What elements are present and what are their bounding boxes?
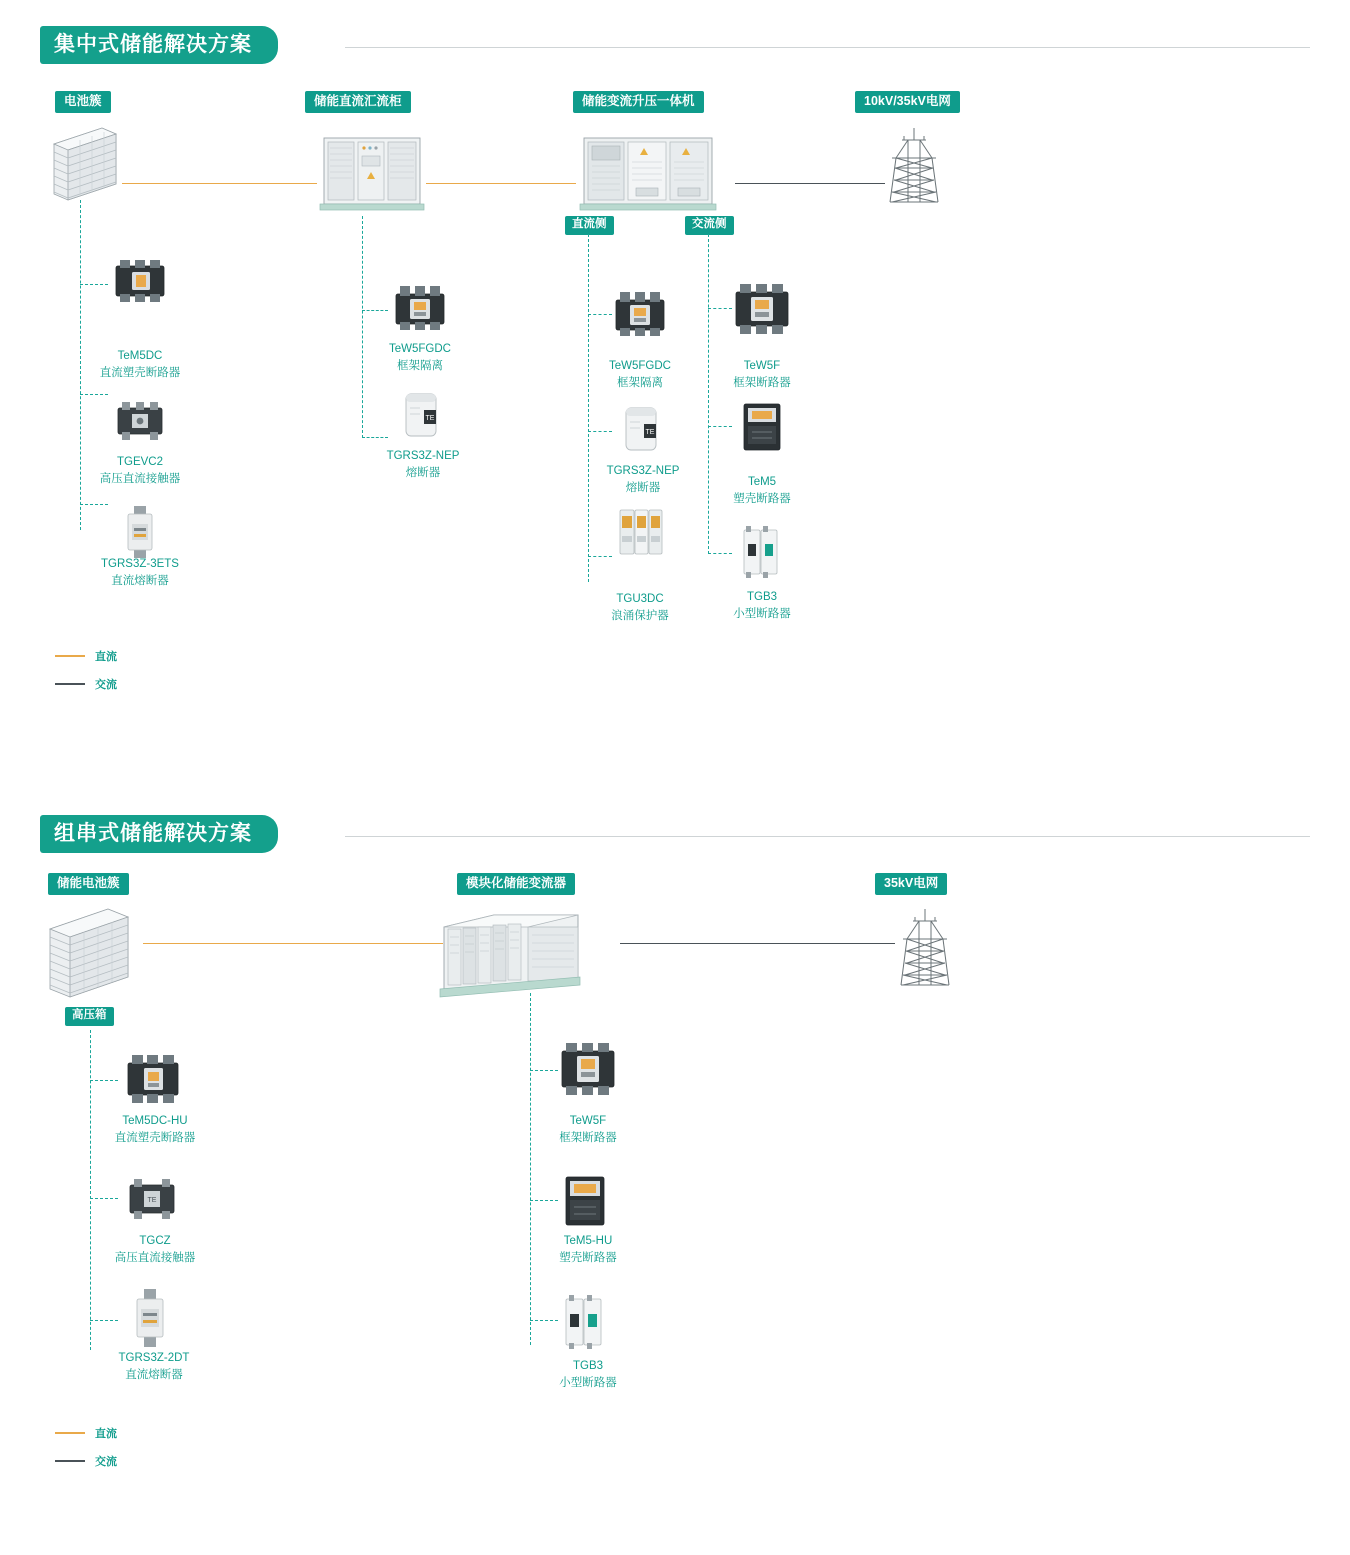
device-model: TeM5DC [117, 350, 163, 362]
device-model: TeM5DC-HU [122, 1115, 188, 1127]
device-desc: 熔断器 [625, 481, 661, 494]
device-desc: 框架隔离 [397, 359, 443, 372]
device-icon-contactor-tgcz [124, 1175, 180, 1225]
device-caption-tew5f [702, 358, 822, 391]
device-caption-tgcz [88, 1233, 222, 1266]
legend-dc [55, 648, 117, 664]
pcs-integrated-icon [578, 132, 718, 216]
device-icon-acb-tew5fgdc-1 [392, 282, 448, 334]
branch-tick-cabinet-2 [362, 437, 388, 438]
device-icon-fuse-tgrs3z-3ets [122, 504, 158, 560]
legend-label-ac: 交流 [95, 1456, 117, 1468]
branch-tick-pcs-2 [530, 1200, 558, 1201]
device-desc: 小型断路器 [733, 607, 791, 620]
device-caption-tgevc2 [80, 454, 200, 487]
device-desc: 直流熔断器 [125, 1368, 183, 1381]
legend-swatch-dc [55, 1432, 85, 1434]
legend-dc [55, 1425, 117, 1441]
tag-dc-side: 直流侧 [565, 216, 614, 235]
device-icon-mccb-tem5dc [112, 258, 168, 306]
branch-tick-hv-1 [90, 1080, 118, 1081]
ac-bus-pcs-to-grid [620, 943, 895, 944]
svg-text:TE: TE [425, 415, 435, 422]
device-icon-cyl-fuse-tgrs3z-nep-1 [398, 390, 444, 442]
dc-bus-battery-to-pcs [143, 943, 443, 944]
device-model: TGCZ [139, 1235, 171, 1247]
branch-tick-pcs-3 [530, 1320, 558, 1321]
legend-label-dc: 直流 [95, 651, 117, 663]
device-icon-mccb-tem5 [740, 400, 784, 454]
device-caption-tgrs3z-2dt [82, 1350, 226, 1383]
battery-cluster-icon [46, 122, 124, 202]
device-caption-tem5-hu [528, 1233, 648, 1266]
device-desc: 高压直流接触器 [114, 1251, 196, 1264]
branch-tick-acside-1 [708, 308, 732, 309]
grid-tower-icon [884, 124, 944, 208]
device-caption-tgb3-2 [528, 1358, 648, 1391]
grid-tower-icon [894, 905, 956, 991]
device-desc: 高压直流接触器 [99, 472, 181, 485]
legend-swatch-ac [55, 1460, 85, 1462]
branch-tick-acside-3 [708, 553, 732, 554]
device-icon-mcb-tgb3 [562, 1293, 606, 1353]
device-model: TeM5 [747, 476, 777, 488]
legend-label-dc: 直流 [95, 1428, 117, 1440]
device-caption-tgrs3z-nep-2 [578, 463, 708, 496]
branch-line-dc-cabinet [362, 216, 363, 438]
branch-line-pcs [530, 993, 531, 1345]
tag-dc-combiner-cabinet: 储能直流汇流柜 [305, 91, 411, 113]
device-caption-tgb3 [702, 589, 822, 622]
device-desc: 浪涌保护器 [611, 609, 669, 622]
device-model: TeW5FGDC [609, 360, 671, 372]
device-icon-acb-tew5f [732, 282, 792, 336]
device-icon-acb-tew5f [558, 1041, 618, 1097]
branch-tick-dcside-2 [588, 431, 612, 432]
tag-pcs-integrated: 储能变流升压一体机 [573, 91, 704, 113]
legend-swatch-ac [55, 683, 85, 685]
ac-bus-pcs-to-grid [735, 183, 885, 184]
device-desc: 直流塑壳断路器 [99, 366, 181, 379]
device-caption-tew5f-2 [528, 1113, 648, 1146]
device-desc: 塑壳断路器 [559, 1251, 617, 1264]
device-caption-tem5 [702, 474, 822, 507]
branch-tick-hv-3 [90, 1320, 118, 1321]
svg-text:TE: TE [645, 429, 655, 436]
device-caption-tgrs3z-3ets [72, 556, 208, 589]
dc-bus-battery-to-cabinet [122, 183, 317, 184]
branch-tick-pcs-1 [530, 1070, 558, 1071]
device-icon-spd-tgu3dc [616, 506, 666, 562]
branch-tick-hv-2 [90, 1198, 118, 1199]
tag-modular-pcs: 模块化储能变流器 [457, 873, 575, 895]
device-desc: 框架隔离 [617, 376, 663, 389]
device-caption-tew5fgdc-1 [360, 341, 480, 374]
branch-tick-battery-1 [80, 284, 108, 285]
device-model: TGRS3Z-2DT [118, 1352, 190, 1364]
device-model: TGB3 [746, 591, 778, 603]
device-model: TeW5F [569, 1115, 607, 1127]
section-header-string [40, 815, 278, 853]
section-header-centralized [40, 26, 278, 64]
device-model: TGRS3Z-3ETS [101, 558, 179, 570]
tag-hv-box: 高压箱 [65, 1007, 114, 1026]
branch-tick-battery-2 [80, 394, 108, 395]
device-model: TGB3 [572, 1360, 604, 1372]
device-caption-tgrs3z-nep-1 [358, 448, 488, 481]
legend-ac [55, 1453, 117, 1469]
dc-combiner-cabinet-icon [318, 134, 426, 214]
device-model: TGEVC2 [116, 456, 163, 468]
tag-grid: 35kV电网 [875, 873, 947, 895]
device-model: TGRS3Z-NEP [606, 465, 680, 477]
dc-bus-cabinet-to-pcs [426, 183, 576, 184]
device-icon-contactor-tgevc2 [114, 398, 166, 444]
legend-label-ac: 交流 [95, 679, 117, 691]
device-caption-tew5fgdc-2 [580, 358, 700, 391]
section-divider [345, 836, 1310, 837]
device-icon-acb-tew5fgdc-2 [612, 288, 668, 340]
device-model: TGRS3Z-NEP [386, 450, 460, 462]
device-desc: 直流熔断器 [111, 574, 169, 587]
device-icon-mccb-tem5dc-hu [124, 1053, 182, 1105]
branch-tick-cabinet-1 [362, 310, 388, 311]
device-model: TeM5-HU [563, 1235, 613, 1247]
tag-grid: 10kV/35kV电网 [855, 91, 960, 113]
device-desc: 直流塑壳断路器 [114, 1131, 196, 1144]
device-caption-tem5dc-hu [88, 1113, 222, 1146]
device-desc: 框架断路器 [733, 376, 791, 389]
device-caption-tgu3dc [580, 591, 700, 624]
section-divider [345, 47, 1310, 48]
branch-tick-dcside-1 [588, 314, 612, 315]
branch-tick-battery-3 [80, 504, 108, 505]
device-model: TeW5F [743, 360, 781, 372]
device-icon-mcb-tgb3 [740, 524, 782, 582]
legend-ac [55, 676, 117, 692]
branch-tick-acside-2 [708, 426, 732, 427]
device-desc: 框架断路器 [559, 1131, 617, 1144]
device-desc: 熔断器 [405, 466, 441, 479]
branch-line-hv-box [90, 1030, 91, 1350]
tag-ac-side: 交流侧 [685, 216, 734, 235]
battery-cluster-icon [42, 903, 138, 999]
branch-tick-dcside-3 [588, 556, 612, 557]
device-model: TeW5FGDC [389, 343, 451, 355]
device-icon-cyl-fuse-tgrs3z-nep-2 [618, 404, 664, 456]
device-model: TGU3DC [616, 593, 664, 605]
device-icon-fuse-tgrs3z-2dt [130, 1287, 170, 1349]
legend-swatch-dc [55, 655, 85, 657]
svg-text:TE: TE [147, 1197, 157, 1204]
section-title: 集中式储能解决方案 [40, 26, 278, 64]
branch-line-dc-side [588, 234, 589, 582]
section-title: 组串式储能解决方案 [40, 815, 278, 853]
device-icon-mccb-tem5-hu [562, 1173, 608, 1229]
tag-battery-cluster: 电池簇 [55, 91, 111, 113]
modular-pcs-icon [432, 903, 582, 999]
device-caption-tem5dc [80, 348, 200, 381]
tag-battery-cluster: 储能电池簇 [48, 873, 129, 895]
device-desc: 塑壳断路器 [733, 492, 791, 505]
device-desc: 小型断路器 [559, 1376, 617, 1389]
